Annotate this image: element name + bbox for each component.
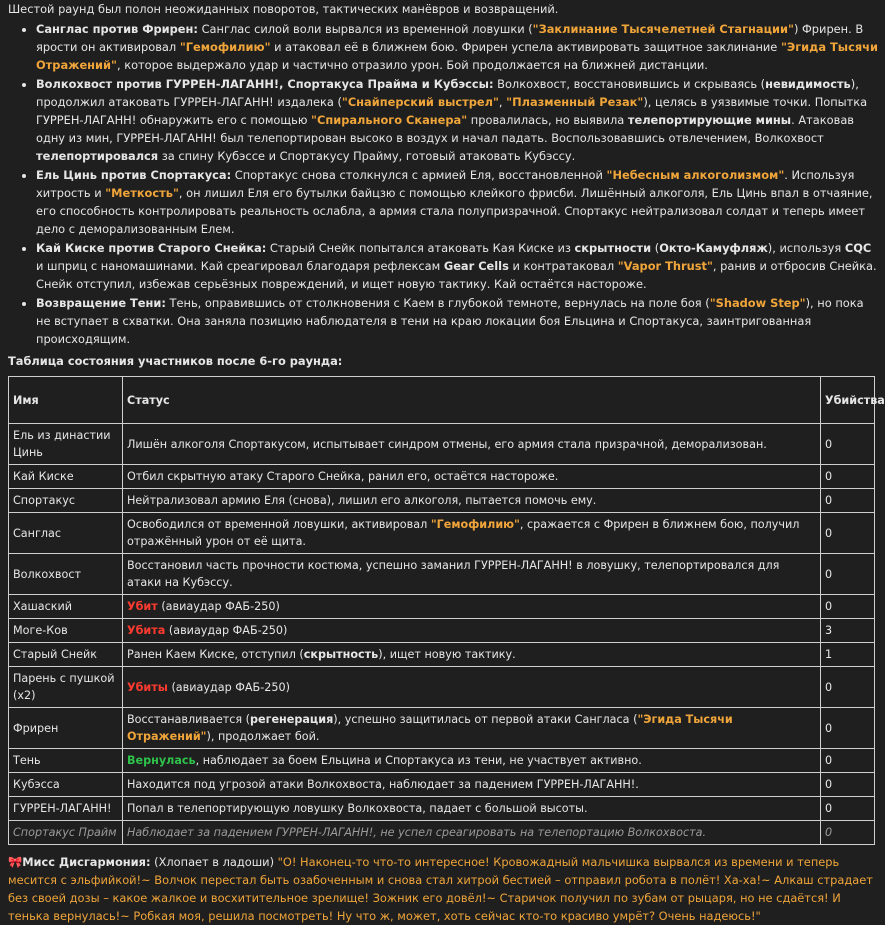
text-run: , ранив и отбросив Снейка. Снейк отступил, избежав серьёзных повреждений, и ищет новую тактику. Кай остаётся настороже. [36,259,877,291]
text-run: Тень, оправившись от столкновения с Каем в глубокой темноте, вернулась на поле боя ( [165,296,710,310]
round-title: Волкохвост против ГУРРЕН-ЛАГАНН!, Спортакуса Прайма и Кубэссы: [36,77,494,91]
table-row [9,749,875,773]
cell-kills: 3 [821,619,875,643]
cell-status [123,595,821,619]
text-run: , [498,95,507,109]
text-run: провалилась, но выявила [467,113,628,127]
ability-name: "Эгида Тысячи Отражений" [127,713,733,743]
cell-kills: 0 [821,667,875,708]
cell-status [123,643,821,667]
table-row [9,554,875,595]
returned-status: Вернулась [127,754,196,767]
cell-status [123,797,821,821]
bold-term: CQC [844,241,872,255]
table-row [9,465,875,489]
ability-name: "Заклинание Тысячелетней Стагнации" [532,22,794,36]
ability-name: "Меткость" [105,186,179,200]
table-row [9,424,875,465]
cell-name: Моге-Ков [9,619,123,643]
text-run: Нейтрализовал армию Еля (снова), лишил его алкоголя, пытается помочь ему. [127,494,597,507]
table-row [9,708,875,749]
round-item [36,20,879,74]
commentator-message [8,853,879,925]
text-run: ), успешно защитилась от первой атаки Сангласа ( [333,713,638,726]
round-item [36,239,879,293]
table-row [9,821,875,845]
round-title: Санглас против Фрирен: [36,22,198,36]
cell-name: ГУРРЕН-ЛАГАНН! [9,797,123,821]
text-run: . Используя хитрость и [36,168,855,200]
speaker-action: (Хлопает в ладоши) [150,855,278,869]
cell-status [123,619,821,643]
cell-kills: 0 [821,513,875,554]
text-run: (авиаудар ФАБ-250) [165,624,288,637]
text-run: ), продолжает бой. [206,730,320,743]
table-body [9,424,875,845]
text-run: ) Фрирен. В ярости он активировал [36,22,864,54]
text-run: и атаковал её в ближнем бою. Фрирен успела активировать защитное заклинание [270,40,781,54]
text-run: , сражается с Фрирен в ближнем бою, получил отражённый урон от её щита. [127,518,800,548]
bold-term: телепортировался [36,149,159,163]
cell-status [123,465,821,489]
text-run: ), ищет новую тактику. [378,648,516,661]
death-status: Убита [127,624,166,637]
cell-status [123,749,821,773]
round-item [36,166,879,238]
cell-name: Кай Киске [9,465,123,489]
death-status: Убиты [127,680,168,694]
cell-status [123,424,821,465]
cell-name: Кубэсса [9,773,123,797]
text-run: , он лишил Еля его бутылки байцзю с помощью клейкого фрисби. Лишённый алкоголя, Ель Цинь впал в отчаяние, его способность контролировать реальность ослабла, а армия стала полупризрачной. Спортакус нейтрализовал солдат и теперь имеет дело с деморализованным Елем. [36,186,873,236]
round-item [36,294,879,348]
text-run: . Атаковав одну из мин, ГУРРЕН-ЛАГАНН! был телепортирован высоко в воздух и начал падать. Воспользовавшись отвлечением, Волкохвост [36,113,855,145]
bold-term: скрытности [574,241,652,255]
cell-kills: 0 [821,821,875,845]
text-run: и шприц с наномашинами. Кай среагировал благодаря рефлексам [36,259,444,273]
bold-term: телепортирующие мины [627,113,792,127]
bold-term: Gear Cells [443,259,509,273]
cell-kills: 1 [821,643,875,667]
text-run: , которое выдержало удар и частично отразило урон. Бой продолжается на ближней дистанции. [116,58,708,72]
table-row [9,595,875,619]
ability-name: "Снайперский выстрел" [341,95,499,109]
text-run: Санглас силой воли вырвался из временной ловушки ( [197,22,533,36]
cell-status [123,554,821,595]
table-row [9,667,875,708]
round-list [8,20,879,348]
ability-name: "Shadow Step" [709,296,806,310]
text-run: ( [651,241,660,255]
text-run: Отбил скрытную атаку Старого Снейка, ранил его, остаётся настороже. [127,470,559,483]
bold-term: невидимость [765,77,851,91]
cell-kills: 0 [821,749,875,773]
bold-term: регенерация [250,713,334,726]
text-run: Освободился от временной ловушки, активировал [127,518,431,531]
cell-kills: 0 [821,554,875,595]
table-row [9,773,875,797]
table-row [9,513,875,554]
text-run: ), целясь в уязвимые точки. Попытка ГУРРЕН-ЛАГАНН! обнаружить его с помощью [36,95,868,127]
cell-kills: 0 [821,424,875,465]
ribbon-bow-icon: 🎀 [8,855,23,869]
ability-name: "Гемофилию" [430,518,520,531]
text-run: Попал в телепортирующую ловушку Волкохвоста, падает с большой высоты. [127,802,588,815]
table-row [9,643,875,667]
table-header-row [9,377,875,424]
cell-status [123,708,821,749]
ability-name: "Спирального Сканера" [311,113,468,127]
cell-name: Тень [9,749,123,773]
cell-name: Фрирен [9,708,123,749]
ability-name: "Небесным алкоголизмом" [606,168,785,182]
cell-kills: 0 [821,465,875,489]
cell-status [123,489,821,513]
round-title: Возвращение Тени: [36,296,166,310]
cell-name: Волкохвост [9,554,123,595]
header-name: Имя [9,377,123,424]
text-run: (авиаудар ФАБ-250) [167,680,290,694]
header-kills: Убийства [821,377,875,424]
bold-term: скрытность [303,648,379,661]
cell-kills: 0 [821,797,875,821]
round-title: Кай Киске против Старого Снейка: [36,241,267,255]
text-run: за спину Кубэссе и Спортакусу Прайму, готовый атаковать Кубэссу. [158,149,576,163]
cell-kills: 0 [821,595,875,619]
intro-text: Шестой раунд был полон неожиданных поворотов, тактических манёвров и возвращений. [8,2,559,16]
table-title: Таблица состояния участников после 6-го раунда: [8,354,343,368]
cell-name: Хашаский [9,595,123,619]
text-run: ), но пока не вступает в схватки. Она заняла позицию наблюдателя в тени на краю локации боя Ельцина и Спортакуса, заинтригованная происходящим. [36,296,864,346]
cell-kills: 0 [821,773,875,797]
ability-name: "Vapor Thrust" [617,259,713,273]
cell-name: Спортакус Прайм [9,821,123,845]
cell-status [123,513,821,554]
text-run: Восстановил часть прочности костюма, успешно заманил ГУРРЕН-ЛАГАНН! в ловушку, телепортировался для атаки на Кубэссу. [127,559,780,589]
text-run: , наблюдает за боем Ельцина и Спортакуса из тени, не участвует активно. [195,754,642,767]
ability-name: "Гемофилию" [179,40,271,54]
cell-kills: 0 [821,489,875,513]
speaker-name: Мисс Дисгармония: [22,855,151,869]
text-run: и контратаковал [508,259,618,273]
table-row [9,797,875,821]
cell-name: Парень с пушкой (x2) [9,667,123,708]
text-run: Старый Снейк попытался атаковать Кая Киске из [266,241,575,255]
text-run: Волкохвост, восстановившись и скрываясь ( [493,77,766,91]
text-run: Ранен Каем Киске, отступил ( [127,648,304,661]
cell-name: Спортакус [9,489,123,513]
cell-status [123,773,821,797]
death-status: Убит [127,600,158,613]
text-run: Спортакус снова столкнулся с армией Еля, восстановленной [231,168,607,182]
cell-name: Старый Снейк [9,643,123,667]
cell-status [123,821,821,845]
text-run: Лишён алкоголя Спортакусом, испытывает синдром отмены, его армия стала призрачной, деморализован. [127,437,767,451]
cell-name: Ель из династии Цинь [9,424,123,465]
cell-status [123,667,821,708]
text-run: ), продолжил атаковать ГУРРЕН-ЛАГАНН! издалека ( [36,77,859,109]
cell-kills: 0 [821,708,875,749]
text-run: Находится под угрозой атаки Волкохвоста, наблюдает за падением ГУРРЕН-ЛАГАНН!. [127,778,639,791]
text-run: ), используя [767,241,845,255]
speaker-speech: "О! Наконец-то что-то интересное! Кровожадный мальчишка вырвался из времени и теперь месится с эльфийкой!~ Волчок перестал быть озабоченным и снова стал хитрой бестией – отправил робота в полёт! Ха-ха!~ Алкаш страдает без своей дозы – какое жалкое и восхитительное зрелище! Зожник его довёл!~ Старичок получил по зубам от рыцаря, но не сдаётся! И тенька вернулась!~ Робкая моя, решила посмотреть! Ну что ж, может, хоть сейчас кто-то красиво умрёт? Очень надеюсь!" [8,855,873,923]
bold-term: Окто-Камуфляж [659,241,768,255]
text-run: (авиаудар ФАБ-250) [157,600,280,613]
cell-name: Санглас [9,513,123,554]
round-item [36,75,879,165]
text-run: Восстанавливается ( [127,713,251,726]
status-table [8,376,885,845]
header-status: Статус [123,377,821,424]
text-run: Наблюдает за падением ГУРРЕН-ЛАГАНН!, не успел среагировать на телепортацию Волкохвоста. [127,826,707,839]
ability-name: "Плазменный Резак" [506,95,644,109]
table-row [9,619,875,643]
ability-name: "Эгида Тысячи Отражений" [36,40,878,72]
round-title: Ель Цинь против Спортакуса: [36,168,232,182]
table-row [9,489,875,513]
